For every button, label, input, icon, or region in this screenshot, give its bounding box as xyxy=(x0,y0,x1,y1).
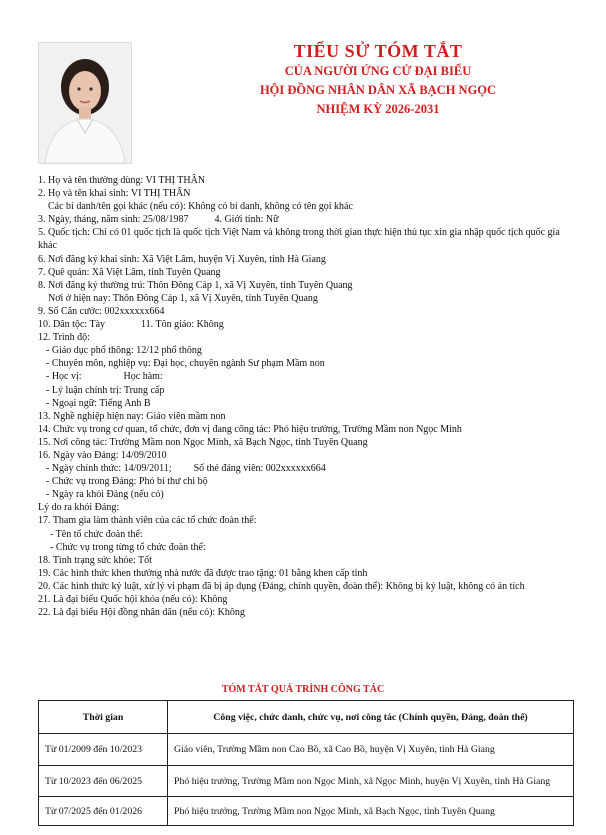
awards: 19. Các hình thức khen thưởng nhà nước đã được trao tặng: 01 bằng khen cấp tỉnh xyxy=(38,567,368,579)
period-cell: Từ 10/2023 đến 06/2025 xyxy=(39,766,168,797)
column-header-position: Công việc, chức danh, chức vụ, nơi công tác (Chính quyền, Đảng, đoàn thể) xyxy=(168,701,574,734)
religion: 11. Tôn giáo: Không xyxy=(141,319,224,331)
period-cell: Từ 07/2025 đến 01/2026 xyxy=(39,797,168,826)
hometown: 7. Quê quán: Xã Việt Lâm, tỉnh Tuyên Quang xyxy=(38,266,221,278)
id-number: 9. Số Căn cước: 002xxxxxx664 xyxy=(38,305,165,317)
workplace: 15. Nơi công tác: Trường Mầm non Ngọc Minh, xã Bạch Ngọc, tỉnh Tuyên Quang xyxy=(38,436,368,448)
document-title: TIỂU SỬ TÓM TẮT xyxy=(293,41,463,61)
academic-title: Học hàm: xyxy=(123,371,163,383)
candidate-photo xyxy=(38,42,132,164)
ethnicity-religion-row xyxy=(38,318,578,331)
work-history-title: TÓM TẮT QUÁ TRÌNH CÔNG TÁC xyxy=(221,684,385,695)
biography-section xyxy=(38,174,578,619)
current-position: 14. Chức vụ trong cơ quan, tổ chức, đơn vị đang công tác: Phó hiệu trưởng, Trường Mầm non Ngọc Minh xyxy=(38,423,462,435)
foreign-language: - Ngoại ngữ: Tiếng Anh B xyxy=(46,397,151,409)
nationality: 5. Quốc tịch: Chỉ có 01 quốc tịch là quốc tịch Việt Nam và không trong thời gian thực hiện thủ tục xin gia nhập quốc tịch quốc gia khác xyxy=(38,227,560,252)
subtitle-line-1: CỦA NGƯỜI ỨNG CỬ ĐẠI BIỂU xyxy=(284,64,472,78)
degree-row xyxy=(38,370,578,383)
birth-registration: 6. Nơi đăng ký khai sinh: Xã Việt Lâm, huyện Vị Xuyên, tỉnh Hà Giang xyxy=(38,253,326,265)
party-position: - Chức vụ trong Đảng: Phó bí thư chi bộ xyxy=(46,476,208,488)
professional-qualification: - Chuyên môn, nghiệp vụ: Đại học, chuyên ngành Sư phạm Mầm non xyxy=(46,358,325,370)
party-official-date: - Ngày chính thức: 14/09/2011; xyxy=(46,463,172,475)
current-residence: Nơi ở hiện nay: Thôn Đông Cáp 1, xã Vị Xuyên, tỉnh Tuyên Quang xyxy=(48,292,318,304)
position-cell: Phó hiệu trưởng, Trường Mầm non Ngọc Minh, xã Ngọc Minh, huyện Vị Xuyên, tỉnh Hà Giang xyxy=(168,766,574,797)
page-heading xyxy=(150,40,606,119)
subtitle-line-3: NHIỆM KỲ 2026-2031 xyxy=(316,102,440,116)
column-header-time: Thời gian xyxy=(39,701,168,734)
date-of-birth: 3. Ngày, tháng, năm sinh: 25/08/1987 xyxy=(38,214,189,226)
academic-degree: - Học vị: xyxy=(46,371,82,383)
ethnicity: 10. Dân tộc: Tày xyxy=(38,319,106,331)
education-heading: 12. Trình độ: xyxy=(38,332,90,344)
gender: 4. Giới tính: Nữ xyxy=(214,214,279,226)
table-header-row xyxy=(39,701,574,734)
party-join-date: 16. Ngày vào Đảng: 14/09/2010 xyxy=(38,449,167,461)
aliases: Các bí danh/tên gọi khác (nếu có): Không có bí danh, không có tên gọi khác xyxy=(48,201,353,213)
political-theory: - Lý luận chính trị: Trung cấp xyxy=(46,384,165,396)
position-cell: Phó hiệu trưởng, Trường Mầm non Ngọc Minh, xã Bạch Ngọc, tỉnh Tuyên Quang xyxy=(168,797,574,826)
current-occupation: 13. Nghề nghiệp hiện nay: Giáo viên mầm non xyxy=(38,410,226,422)
party-leave-reason: Lý do ra khỏi Đảng: xyxy=(38,502,120,514)
party-leave-date: - Ngày ra khỏi Đảng (nếu có) xyxy=(46,489,164,501)
health-status: 18. Tình trạng sức khỏe: Tốt xyxy=(38,554,152,566)
table-row xyxy=(39,797,574,826)
organizations: 17. Tham gia làm thành viên của các tổ chức đoàn thể: xyxy=(38,515,257,527)
portrait-image xyxy=(39,43,131,163)
birth-gender-row xyxy=(38,213,578,226)
council-delegate: 22. Là đại biểu Hội đồng nhân dân (nếu có): Không xyxy=(38,607,245,619)
general-education: - Giáo dục phổ thông: 12/12 phổ thông xyxy=(46,345,202,357)
table-row xyxy=(39,734,574,766)
position-cell: Giáo viên, Trường Mầm non Cao Bồ, xã Cao Bồ, huyện Vị Xuyên, tỉnh Hà Giang xyxy=(168,734,574,766)
organization-position: - Chức vụ trong từng tổ chức đoàn thể: xyxy=(50,541,206,553)
organization-name: - Tên tổ chức đoàn thể: xyxy=(50,528,143,540)
period-cell: Từ 01/2009 đến 10/2023 xyxy=(39,734,168,766)
disciplinary-actions: 20. Các hình thức kỷ luật, xử lý vi phạm đã bị áp dụng (Đảng, chính quyền, đoàn thể): Không bị kỷ luật, không có án tích xyxy=(38,580,525,592)
common-name: 1. Họ và tên thường dùng: VI THỊ THÂN xyxy=(38,175,206,186)
table-row xyxy=(39,766,574,797)
national-assembly-delegate: 21. Là đại biểu Quốc hội khóa (nếu có): Không xyxy=(38,594,228,605)
subtitle-line-2: HỘI ĐỒNG NHÂN DÂN XÃ BẠCH NGỌC xyxy=(259,83,497,97)
party-card-number: Số thẻ đảng viên: 002xxxxxx664 xyxy=(193,463,326,475)
work-history-table xyxy=(38,700,574,826)
permanent-residence: 8. Nơi đăng ký thường trú: Thôn Đông Cáp 1, xã Vị Xuyên, tỉnh Tuyên Quang xyxy=(38,279,353,291)
party-official-row xyxy=(38,462,578,475)
birth-name: 2. Họ và tên khai sinh: VI THỊ THÂN xyxy=(38,188,191,200)
